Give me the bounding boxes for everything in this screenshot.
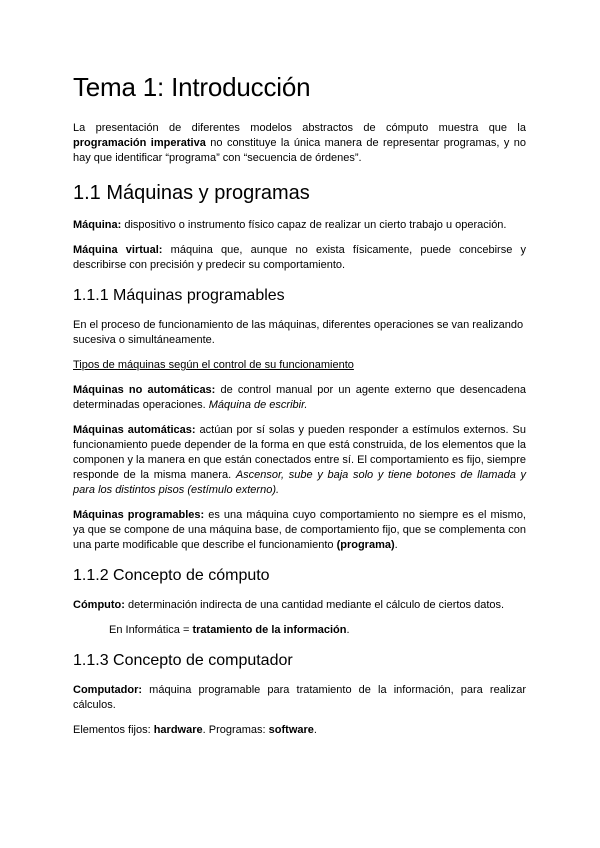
- def-no-automaticas: de control manual por un agente externo que desencadena determinadas operaciones.: [73, 384, 526, 411]
- elementos-line: [73, 723, 526, 738]
- def-maquina: dispositivo o instrumento físico capaz de realizar un cierto trabajo u operación.: [121, 219, 507, 231]
- intro-bold: programación imperativa: [73, 137, 206, 149]
- definition-no-automaticas: [73, 383, 526, 413]
- term-no-automaticas: Máquinas no automáticas:: [73, 384, 216, 396]
- informatica-end: .: [346, 624, 350, 636]
- elementos-text-2: . Programas:: [202, 724, 269, 736]
- example-no-automaticas: Máquina de escribir.: [208, 399, 308, 411]
- elementos-hardware: hardware: [153, 724, 203, 736]
- elementos-software: software: [268, 724, 314, 736]
- definition-automaticas: [73, 423, 526, 498]
- subtitle-tipos-maquinas: Tipos de máquinas según el control de su funcionamiento: [73, 359, 354, 371]
- definition-programables: [73, 508, 526, 553]
- elementos-text-3: .: [313, 724, 317, 736]
- section-heading-1-1-1: 1.1.1 Máquinas programables: [73, 287, 285, 304]
- definition-maquina: [73, 218, 526, 233]
- section-heading-1-1-3: 1.1.3 Concepto de computador: [73, 652, 293, 669]
- term-maquina: Máquina:: [73, 219, 122, 231]
- intro-text-1: La presentación de diferentes modelos abstractos de cómputo muestra que la: [73, 122, 526, 134]
- example-automaticas: Ascensor, sube y baja solo y tiene botones de llamada y para los distintos pisos (estímulo externo).: [73, 469, 526, 496]
- def-automaticas: actúan por sí solas y pueden responder a estímulos externos. Su funcionamiento puede depender de la forma en que está construida, de los elementos que la componen y la manera en que están conectados entre sí. El comportamiento es fijo, siempre responde de la misma manera.: [73, 424, 526, 481]
- def-computo: determinación indirecta de una cantidad mediante el cálculo de ciertos datos.: [124, 599, 505, 611]
- term-maquina-virtual: Máquina virtual:: [73, 244, 163, 256]
- page-title: Tema 1: Introducción: [73, 72, 311, 102]
- document-content: [73, 70, 526, 748]
- definition-maquina-virtual: [73, 243, 526, 273]
- section-heading-1-1: 1.1 Máquinas y programas: [73, 182, 310, 204]
- definition-computo: [73, 598, 526, 613]
- def-programables: es una máquina cuyo comportamiento no siempre es el mismo, ya que se compone de una máquina base, de comportamiento fijo, que se complementa con una parte modificable que describe el funcionamiento: [73, 509, 526, 551]
- term-computo: Cómputo:: [73, 599, 125, 611]
- def-maquina-virtual: máquina que, aunque no exista físicamente, puede concebirse y describirse con precisión y predecir su comportamiento.: [73, 244, 527, 271]
- elementos-text-1: Elementos fijos:: [73, 724, 154, 736]
- intro-paragraph: [73, 121, 526, 166]
- intro-text-2: no constituye la única manera de representar programas, y no hay que identificar “programa” con “secuencia de órdenes”.: [73, 137, 526, 164]
- informatica-text: En Informática =: [109, 624, 193, 636]
- end-programables: .: [394, 539, 398, 551]
- paragraph-proceso: En el proceso de funcionamiento de las máquinas, diferentes operaciones se van realizando sucesiva o simultáneamente.: [73, 319, 524, 346]
- informatica-line: [73, 623, 526, 638]
- bold-programa: (programa): [336, 539, 395, 551]
- section-heading-1-1-2: 1.1.2 Concepto de cómputo: [73, 567, 270, 584]
- term-computador: Computador:: [73, 684, 143, 696]
- term-automaticas: Máquinas automáticas:: [73, 424, 196, 436]
- informatica-bold: tratamiento de la información: [192, 624, 347, 636]
- term-programables: Máquinas programables:: [73, 509, 205, 521]
- definition-computador: [73, 683, 526, 713]
- def-computador: máquina programable para tratamiento de la información, para realizar cálculos.: [73, 684, 526, 711]
